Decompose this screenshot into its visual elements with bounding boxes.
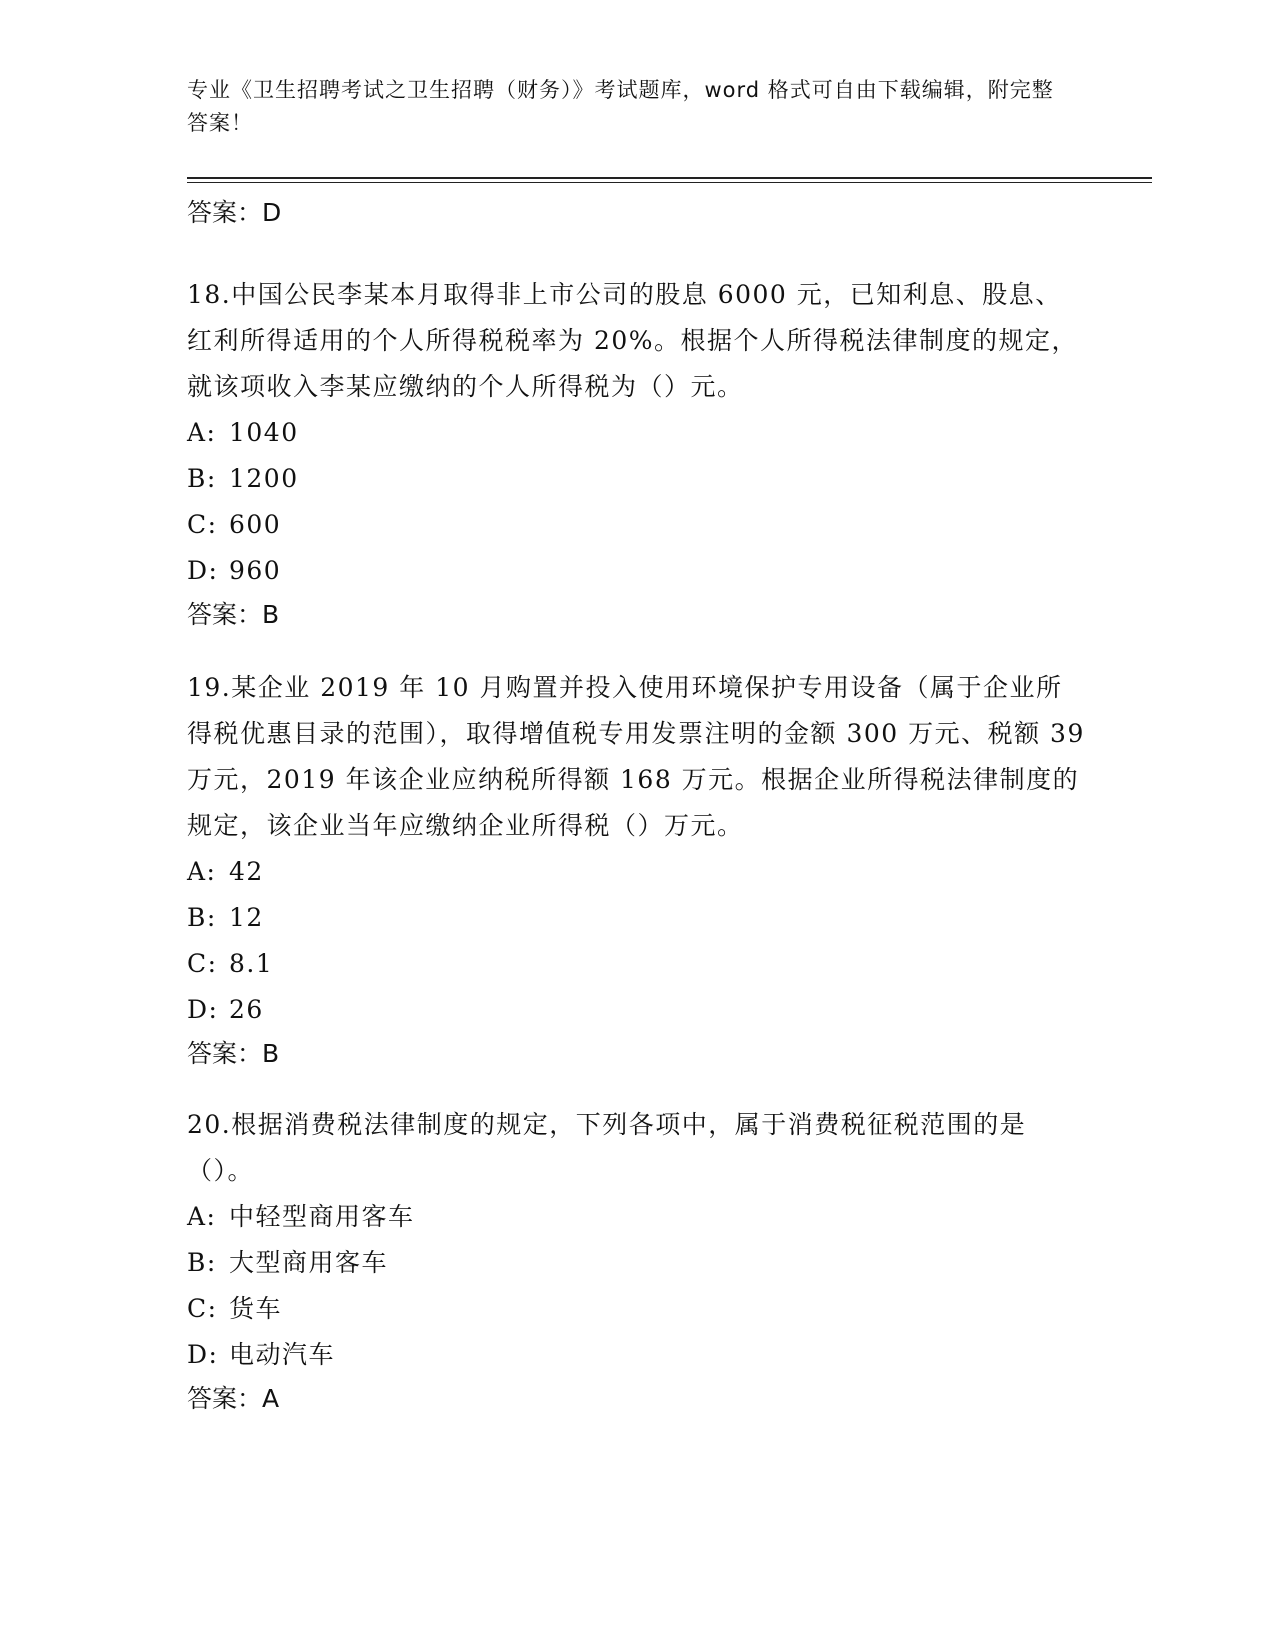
answer: 答案：B xyxy=(187,1039,280,1068)
option-letter: C: xyxy=(187,1294,218,1323)
option-text: 12 xyxy=(229,903,264,932)
option-b xyxy=(187,1240,1087,1286)
option-letter: A: xyxy=(187,418,217,447)
option-a xyxy=(187,410,1087,456)
option-text: 大型商用客车 xyxy=(229,1248,389,1277)
option-d xyxy=(187,1332,1087,1378)
option-letter: B: xyxy=(187,464,217,493)
option-text: 中轻型商用客车 xyxy=(229,1202,415,1231)
option-d xyxy=(187,548,1087,594)
question-18 xyxy=(187,272,1087,636)
option-text: 42 xyxy=(229,857,264,886)
previous-answer: 答案：D xyxy=(187,198,282,227)
option-letter: B: xyxy=(187,1248,217,1277)
option-letter: D: xyxy=(187,995,219,1024)
option-text: 8.1 xyxy=(229,949,274,978)
option-letter: D: xyxy=(187,556,219,585)
header-divider xyxy=(187,177,1152,179)
option-text: 货车 xyxy=(229,1294,283,1323)
question-stem: 18.中国公民李某本月取得非上市公司的股息 6000 元，已知利息、股息、红利所得适用的个人所得税税率为 20%。根据个人所得税法律制度的规定，就该项收入李某应缴纳的个人所得税为（）元。 xyxy=(187,280,1079,401)
option-c xyxy=(187,941,1087,987)
answer: 答案：B xyxy=(187,600,280,629)
option-text: 1200 xyxy=(229,464,299,493)
option-text: 600 xyxy=(229,510,282,539)
option-c xyxy=(187,502,1087,548)
question-20 xyxy=(187,1102,1087,1420)
option-c xyxy=(187,1286,1087,1332)
header-divider-thin xyxy=(187,182,1152,183)
option-a xyxy=(187,849,1087,895)
option-b xyxy=(187,456,1087,502)
question-stem: 19.某企业 2019 年 10 月购置并投入使用环境保护专用设备（属于企业所得税优惠目录的范围），取得增值税专用发票注明的金额 300 万元、税额 39 万元，2019 年该企业应纳税所得额 168 万元。根据企业所得税法律制度的规定，该企业当年应缴纳企业所得税（）万元。 xyxy=(187,673,1085,840)
question-19 xyxy=(187,665,1087,1075)
option-a xyxy=(187,1194,1087,1240)
option-letter: A: xyxy=(187,1202,217,1231)
option-text: 电动汽车 xyxy=(229,1340,336,1369)
page-header: 专业《卫生招聘考试之卫生招聘（财务）》考试题库，word 格式可自由下载编辑，附完整答案！ xyxy=(187,78,1054,135)
option-letter: C: xyxy=(187,510,218,539)
option-letter: A: xyxy=(187,857,217,886)
question-stem: 20.根据消费税法律制度的规定，下列各项中，属于消费税征税范围的是（）。 xyxy=(187,1110,1027,1185)
answer: 答案：A xyxy=(187,1384,280,1413)
option-letter: D: xyxy=(187,1340,219,1369)
option-text: 960 xyxy=(229,556,282,585)
option-letter: B: xyxy=(187,903,217,932)
option-letter: C: xyxy=(187,949,218,978)
option-d xyxy=(187,987,1087,1033)
option-text: 26 xyxy=(229,995,264,1024)
option-b xyxy=(187,895,1087,941)
option-text: 1040 xyxy=(229,418,299,447)
